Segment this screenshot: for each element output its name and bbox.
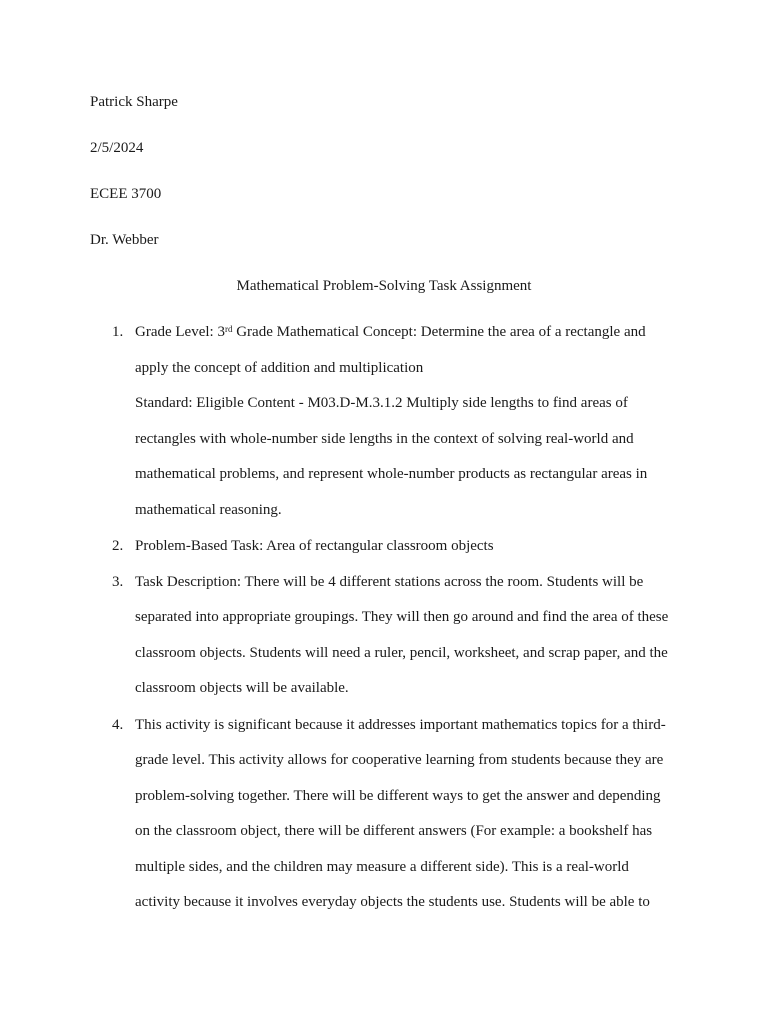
list-item-1-line-1 bbox=[135, 323, 646, 341]
list-item-4-line-2: grade level. This activity allows for cooperative learning from students because they are bbox=[135, 752, 664, 768]
list-item-1-line-2: apply the concept of addition and multiplication bbox=[135, 360, 424, 376]
list-item-3-line-4: classroom objects will be available. bbox=[135, 680, 349, 696]
author-name: Patrick Sharpe bbox=[90, 94, 178, 110]
list-number-3: 3. bbox=[112, 574, 124, 590]
document-title: Mathematical Problem-Solving Task Assignment bbox=[236, 278, 532, 294]
list-number-2: 2. bbox=[112, 538, 124, 554]
list-number-4: 4. bbox=[112, 717, 124, 733]
list-item-4-line-6: activity because it involves everyday objects the students use. Students will be able to bbox=[135, 894, 650, 910]
list-item-3-line-1: Task Description: There will be 4 different stations across the room. Students will be bbox=[135, 574, 644, 590]
list-item-1-line-6: mathematical reasoning. bbox=[135, 502, 282, 518]
list-item-2-line-1: Problem-Based Task: Area of rectangular classroom objects bbox=[135, 538, 494, 554]
course-code: ECEE 3700 bbox=[90, 186, 162, 202]
list-item-1-line-3: Standard: Eligible Content - M03.D-M.3.1.2 Multiply side lengths to find areas of bbox=[135, 395, 628, 411]
list-item-4-line-5: multiple sides, and the children may measure a different side). This is a real-world bbox=[135, 859, 629, 875]
grade-level-text: Grade Level: 3 bbox=[135, 324, 225, 340]
concept-text: Grade Mathematical Concept: Determine the area of a rectangle and bbox=[232, 324, 646, 340]
document-date: 2/5/2024 bbox=[90, 140, 144, 156]
list-item-3-line-2: separated into appropriate groupings. They will then go around and find the area of these bbox=[135, 609, 669, 625]
list-item-1-line-4: rectangles with whole-number side lengths in the context of solving real-world and bbox=[135, 431, 634, 447]
list-item-4-line-4: on the classroom object, there will be different answers (For example: a bookshelf has bbox=[135, 823, 653, 839]
list-item-4-line-3: problem-solving together. There will be different ways to get the answer and depending bbox=[135, 788, 661, 804]
list-item-1-line-5: mathematical problems, and represent whole-number products as rectangular areas in bbox=[135, 466, 648, 482]
list-number-1: 1. bbox=[112, 324, 124, 340]
instructor-name: Dr. Webber bbox=[90, 232, 159, 248]
list-item-3-line-3: classroom objects. Students will need a ruler, pencil, worksheet, and scrap paper, and the bbox=[135, 645, 668, 661]
list-item-4-line-1: This activity is significant because it addresses important mathematics topics for a third- bbox=[135, 717, 666, 733]
ordinal-suffix: rd bbox=[224, 324, 233, 334]
